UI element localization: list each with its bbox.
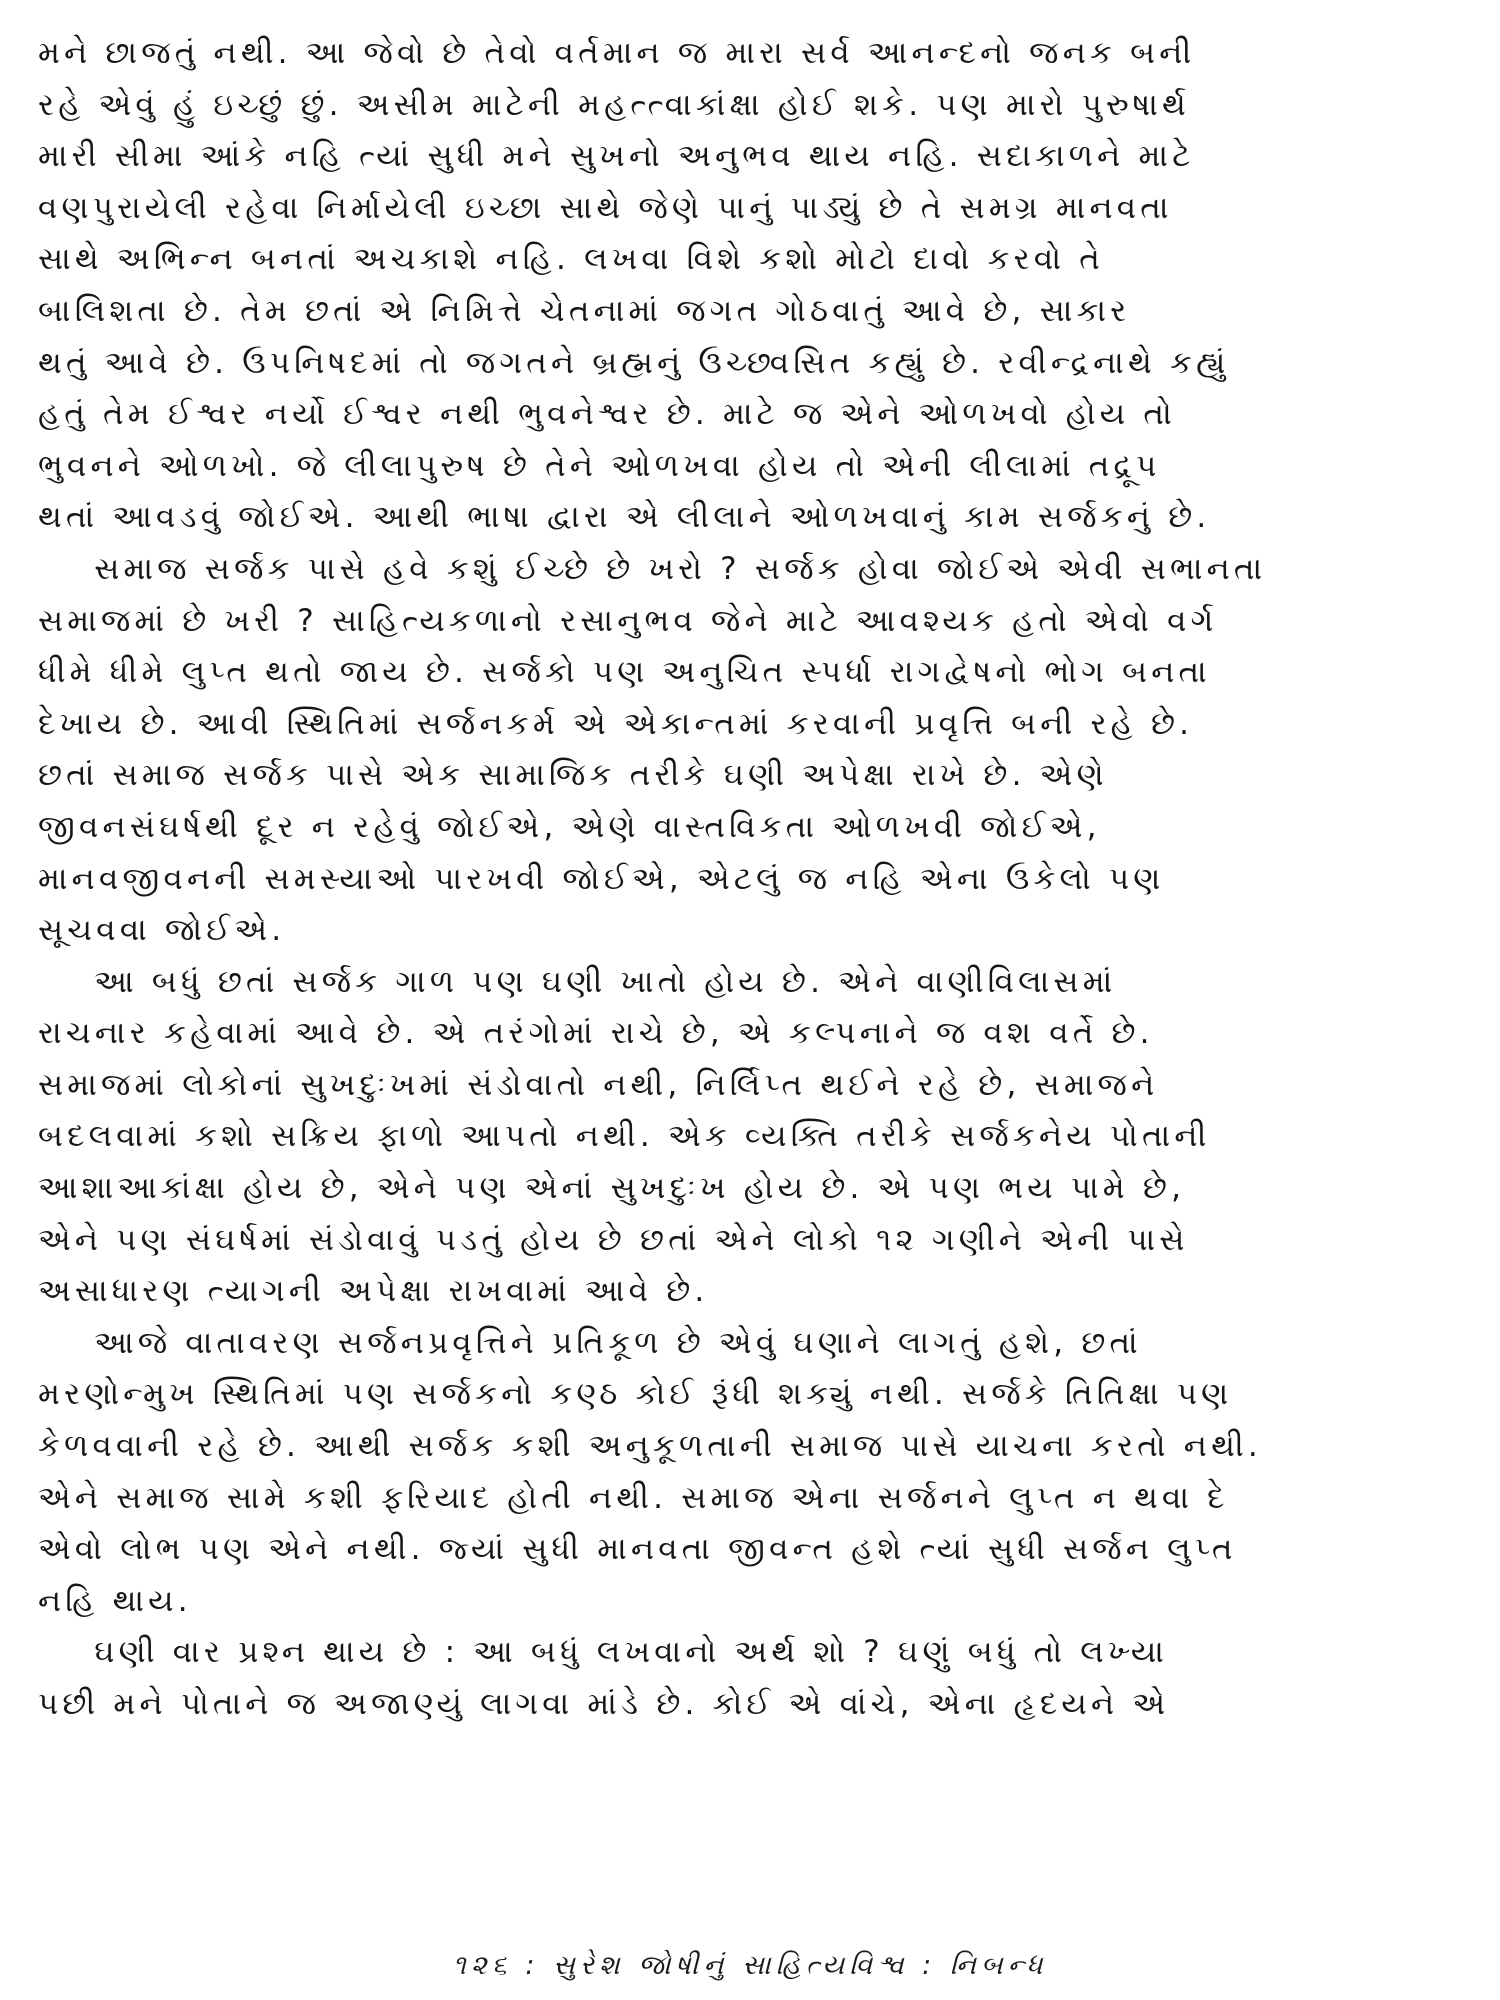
text-line: સૂચવવા જોઈએ. xyxy=(38,912,286,949)
text-line: વણપુરાયેલી રહેવા નિર્માયેલી ઇચ્છા સાથે જેણે પાનું પાડ્યું છે તે સમગ્ર માનવતા xyxy=(38,189,1173,226)
text-line: સમાજમાં છે ખરી ? સાહિત્યકળાનો રસાનુભવ જેને માટે આવશ્યક હતો એવો વર્ગ xyxy=(38,602,1218,639)
text-line: હતું તેમ ઈશ્વર નર્યો ઈશ્વર નથી ભુવનેશ્વર છે. માટે જ એને ઓળખવો હોય તો xyxy=(38,396,1176,433)
text-line: એવો લોભ પણ એને નથી. જ્યાં સુધી માનવતા જીવન્ત હશે ત્યાં સુધી સર્જન લુપ્ત xyxy=(38,1531,1237,1568)
text-line: જીવનસંઘર્ષથી દૂર ન રહેવું જોઈએ, એણે વાસ્તવિકતા ઓળખવી જોઈએ, xyxy=(38,808,1101,845)
text-line: મારી સીમા આંકે નહિ ત્યાં સુધી મને સુખનો અનુભવ થાય નહિ. સદાકાળને માટે xyxy=(38,138,1195,175)
text-line: છતાં સમાજ સર્જક પાસે એક સામાજિક તરીકે ઘણી અપેક્ષા રાખે છે. એણે xyxy=(38,757,1108,794)
text-line: રાચનાર કહેવામાં આવે છે. એ તરંગોમાં રાચે છે, એ કલ્પનાને જ વશ વર્તે છે. xyxy=(38,1015,1154,1052)
page-footer: ૧૨૬ : સુરેશ જોષીનું સાહિત્યવિશ્વ : નિબન્ધ xyxy=(452,1950,1048,1981)
text-line: ભુવનને ઓળખો. જે લીલાપુરુષ છે તેને ઓળખવા હોય તો એની લીલામાં તદ્રૂપ xyxy=(38,447,1161,484)
text-line: દેખાય છે. આવી સ્થિતિમાં સર્જનકર્મ એ એકાન્તમાં કરવાની પ્રવૃત્તિ બની રહે છે. xyxy=(38,705,1194,742)
text-line: નહિ થાય. xyxy=(38,1582,192,1619)
text-line: થતું આવે છે. ઉપનિષદમાં તો જગતને બ્રહ્મનું ઉચ્છ્વસિત કહ્યું છે. રવીન્દ્રનાથે કહ્યું xyxy=(38,344,1230,381)
text-line: ઘણી વાર પ્રશ્ન થાય છે : આ બધું લખવાનો અર્થ શો ? ઘણું બધું તો લખ્યા xyxy=(38,1634,1169,1671)
text-line: આજે વાતાવરણ સર્જનપ્રવૃત્તિને પ્રતિકૂળ છે એવું ઘણાને લાગતું હશે, છતાં xyxy=(38,1324,1142,1361)
text-line: આ બધું છતાં સર્જક ગાળ પણ ઘણી ખાતો હોય છે. એને વાણીવિલાસમાં xyxy=(38,963,1117,1000)
text-line: મને છાજતું નથી. આ જેવો છે તેવો વર્તમાન જ મારા સર્વ આનન્દનો જનક બની xyxy=(38,35,1196,71)
text-line: એને સમાજ સામે કશી ફરિયાદ હોતી નથી. સમાજ એના સર્જનને લુપ્ત ન થવા દે xyxy=(38,1479,1229,1516)
text-line: સાથે અભિન્ન બનતાં અચકાશે નહિ. લખવા વિશે કશો મોટો દાવો કરવો તે xyxy=(38,241,1104,278)
text-line: રહે એવું હું ઇચ્છું છું. અસીમ માટેની મહત્ત્વાકાંક્ષા હોઈ શકે. પણ મારો પુરુષાર્થ xyxy=(38,86,1191,123)
text-line: આશાઆકાંક્ષા હોય છે, એને પણ એનાં સુખદુઃખ હોય છે. એ પણ ભય પામે છે, xyxy=(38,1170,1186,1207)
text-line: ધીમે ધીમે લુપ્ત થતો જાય છે. સર્જકો પણ અનુચિત સ્પર્ધા રાગદ્વેષનો ભોગ બનતા xyxy=(38,654,1211,691)
text-line: એને પણ સંઘર્ષમાં સંડોવાવું પડતું હોય છે છતાં એને લોકો ૧૨ ગણીને એની પાસે xyxy=(38,1221,1189,1258)
text-line: કેળવવાની રહે છે. આથી સર્જક કશી અનુકૂળતાની સમાજ પાસે યાચના કરતો નથી. xyxy=(38,1428,1262,1465)
text-line: માનવજીવનની સમસ્યાઓ પારખવી જોઈએ, એટલું જ નહિ એના ઉકેલો પણ xyxy=(38,860,1165,897)
text-line: અસાધારણ ત્યાગની અપેક્ષા રાખવામાં આવે છે. xyxy=(38,1273,709,1310)
text-line: થતાં આવડવું જોઈએ. આથી ભાષા દ્વારા એ લીલાને ઓળખવાનું કામ સર્જકનું છે. xyxy=(38,499,1211,536)
body-text xyxy=(38,28,1460,1731)
text-line: સમાજ સર્જક પાસે હવે કશું ઈચ્છે છે ખરો ? સર્જક હોવા જોઈએ એવી સભાનતા xyxy=(38,550,1267,587)
text-line: સમાજમાં લોકોનાં સુખદુઃખમાં સંડોવાતો નથી, નિર્લિપ્ત થઈને રહે છે, સમાજને xyxy=(38,1066,1159,1103)
text-line: મરણોન્મુખ સ્થિતિમાં પણ સર્જકનો કણ્ઠ કોઈ રૂંધી શક્યું નથી. સર્જકે તિતિક્ષા પણ xyxy=(38,1376,1233,1413)
text-line: બદલવામાં કશો સક્રિય ફાળો આપતો નથી. એક વ્યક્તિ તરીકે સર્જકનેય પોતાની xyxy=(38,1118,1211,1155)
text-line: પછી મને પોતાને જ અજાણ્યું લાગવા માંડે છે. કોઈ એ વાંચે, એના હૃદયને એ xyxy=(38,1686,1170,1722)
text-line: બાલિશતા છે. તેમ છતાં એ નિમિત્તે ચેતનામાં જગત ગોઠવાતું આવે છે, સાકાર xyxy=(38,292,1131,329)
